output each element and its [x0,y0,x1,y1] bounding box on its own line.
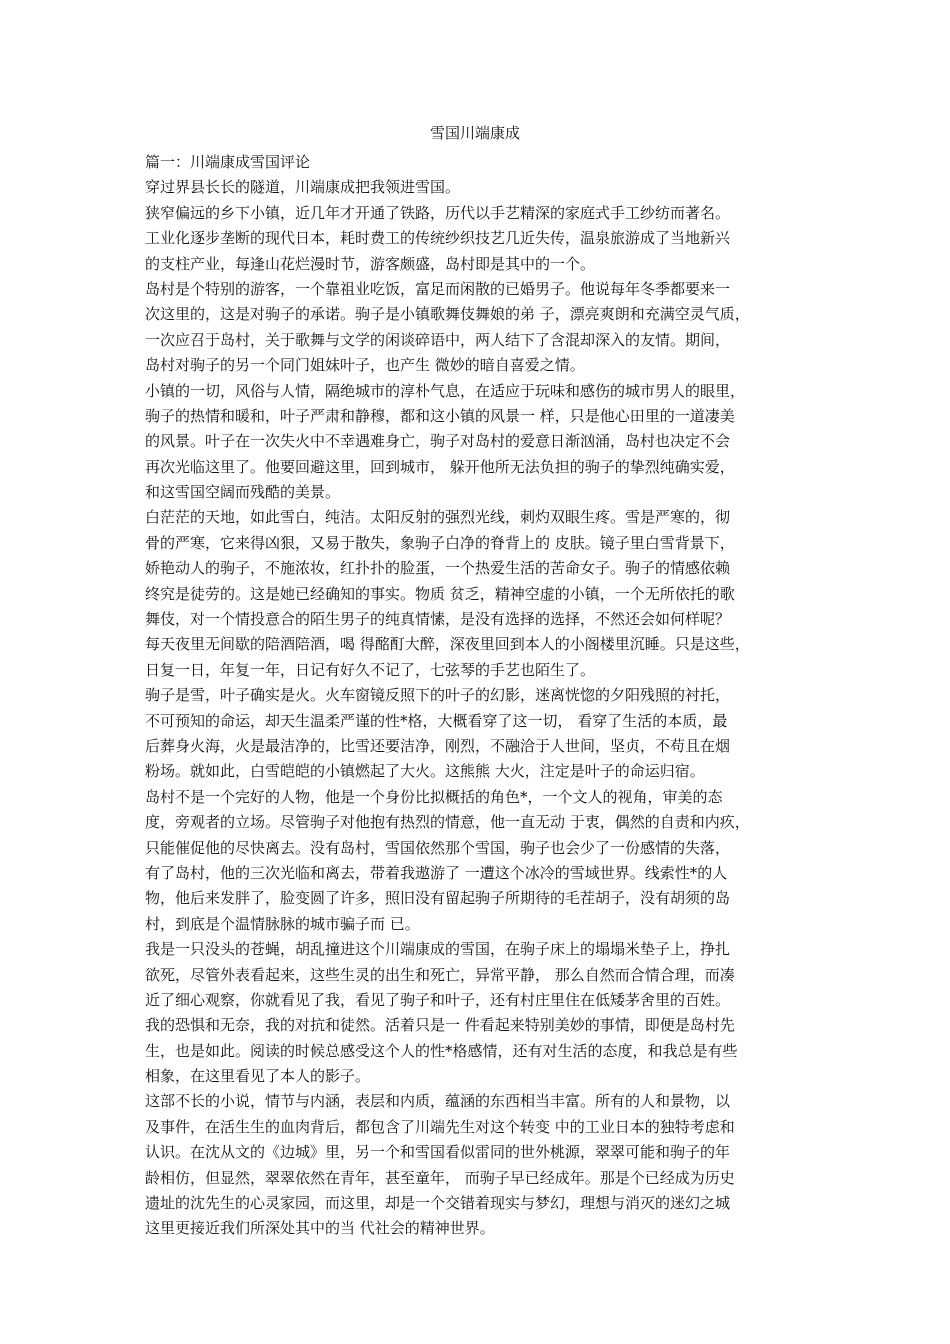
text-line: 篇一：川端康成雪国评论 [145,153,311,171]
text-line: 这里更接近我们所深处其中的当 代社会的精神世界。 [145,1219,495,1238]
text-line: 驹子是雪，叶子确实是火。火车窗镜反照下的叶子的幻影，迷离恍惚的夕阳残照的衬托， [145,686,731,705]
text-line: 驹子的热情和暖和，叶子严肃和静穆，都和这小镇的风景一 样，只是他心田里的一道凄美 [145,406,735,425]
text-line: 龄相仿，但显然，翠翠依然在青年，甚至童年， 而驹子早已经成年。那是个已经成为历史 [145,1168,735,1187]
text-line: 工业化逐步垄断的现代日本，耗时费工的传统纱织技艺几近失传，温泉旅游成了当地新兴 [145,229,731,248]
text-line: 我的恐惧和无奈，我的对抗和徒然。活着只是一 件看起来特别美妙的事情，即便是岛村先 [145,1016,735,1035]
text-line: 度，旁观者的立场。尽管驹子对他抱有热烈的情意，他一直无动 于衷，偶然的自责和内疚， [145,813,750,832]
text-line: 每天夜里无间歇的陪酒陪酒，喝 得酩酊大醉，深夜里回到本人的小阁楼里沉睡。只是这些， [145,635,750,654]
text-line: 有了岛村，他的三次光临和离去，带着我遨游了 一遭这个冰冷的雪域世界。线索性*的人 [145,863,728,882]
text-line: 狭窄偏远的乡下小镇，近几年才开通了铁路，历代以手艺精深的家庭式手工纱纺而著名。 [145,203,731,222]
text-line: 不可预知的命运，却天生温柔严谨的性*格，大概看穿了这一切， 看穿了生活的本质，最 [145,711,728,730]
text-line: 遗址的沈先生的心灵家园，而这里，却是一个交错着现实与梦幻，理想与消灭的迷幻之城 [145,1194,731,1213]
text-line: 村，到底是个温情脉脉的城市骗子而 已。 [145,914,420,933]
text-line: 欲死，尽管外表看起来，这些生灵的出生和死亡，异常平静， 那么自然而合情合理，而凑 [145,965,735,984]
text-line: 和这雪国空阔而残酷的美景。 [145,483,341,502]
document-title: 雪国川端康成 [429,124,520,142]
text-line: 近了细心观察，你就看见了我，看见了驹子和叶子，还有村庄里住在低矮茅舍里的百姓。 [145,990,731,1009]
text-line: 认识。在沈从文的《边城》里，另一个和雪国看似雷同的世外桃源，翠翠可能和驹子的年 [145,1143,731,1162]
text-line: 的风景。叶子在一次失火中不幸遇难身亡，驹子对岛村的爱意日渐汹涌，岛村也决定不会 [145,432,731,451]
text-line: 岛村是个特别的游客，一个靠祖业吃饭，富足而闲散的已婚男子。他说每年冬季都要来一 [145,279,731,298]
text-line: 穿过界县长长的隧道，川端康成把我领进雪国。 [145,178,461,197]
text-line: 这部不长的小说，情节与内涵，表层和内质，蕴涵的东西相当丰富。所有的人和景物，以 [145,1092,731,1111]
text-line: 及事件，在活生生的血肉背后，都包含了川端先生对这个转变 中的工业日本的独特考虑和 [145,1117,735,1136]
text-line: 娇艳动人的驹子，不施浓妆，红扑扑的脸蛋，一个热爱生活的苦命女子。驹子的情感依赖 [145,559,731,578]
text-line: 终究是徒劳的。这是她已经确知的事实。物质 贫乏，精神空虚的小镇，一个无所依托的歌 [145,584,735,603]
text-line: 相象，在这里看见了本人的影子。 [145,1067,371,1086]
text-line: 小镇的一切，风俗与人情，隔绝城市的淳朴气息，在适应于玩味和感伤的城市男人的眼里， [145,381,746,400]
document-body [145,150,817,1242]
text-line: 生，也是如此。阅读的时候总感受这个人的性*格感情，还有对生活的态度，和我总是有些 [145,1041,738,1060]
text-line: 骨的严寒，它来得凶狠，又易于散失，象驹子白净的脊背上的 皮肤。镜子里白雪背景下， [145,533,735,552]
text-line: 岛村不是一个完好的人物，他是一个身份比拟概括的角色*，一个文人的视角，审美的态 [145,787,723,806]
text-line: 后葬身火海，火是最洁净的，比雪还要洁净，刚烈，不融洽于人世间，坚贞，不苟且在烟 [145,736,731,755]
text-line: 只能催促他的尽快离去。没有岛村，雪国依然那个雪国，驹子也会少了一份感情的失落， [145,838,731,857]
text-line: 我是一只没头的苍蝇，胡乱撞进这个川端康成的雪国，在驹子床上的塌塌米垫子上，挣扎 [145,940,731,959]
text-line: 一次应召于岛村，关于歌舞与文学的闲谈碎语中，两人结下了含混却深入的友情。期间， [145,330,731,349]
text-line: 日复一日，年复一年，日记有好久不记了，七弦琴的手艺也陌生了。 [145,660,596,679]
text-line: 物，他后来发胖了，脸变圆了许多，照旧没有留起驹子所期待的毛茬胡子，没有胡须的岛 [145,889,731,908]
text-line: 次这里的，这是对驹子的承诺。驹子是小镇歌舞伎舞娘的弟 子，漂亮爽朗和充满空灵气质， [145,305,750,324]
text-line: 的支柱产业，每逢山花烂漫时节，游客颇盛，岛村即是其中的一个。 [145,254,596,273]
text-line: 岛村对驹子的另一个同门姐妹叶子，也产生 微妙的暗自喜爱之情。 [145,356,585,375]
text-line: 舞伎，对一个情投意合的陌生男子的纯真情愫，是没有选择的选择，不然还会如何样呢？ [145,610,731,629]
text-line: 再次光临这里了。他要回避这里，回到城市， 躲开他所无法负担的驹子的挚烈纯确实爱， [145,457,735,476]
text-line: 粉场。就如此，白雪皑皑的小镇燃起了大火。这熊熊 大火，注定是叶子的命运归宿。 [145,762,705,781]
text-line: 白茫茫的天地，如此雪白，纯洁。太阳反射的强烈光线，刺灼双眼生疼。雪是严寒的，彻 [145,508,731,527]
